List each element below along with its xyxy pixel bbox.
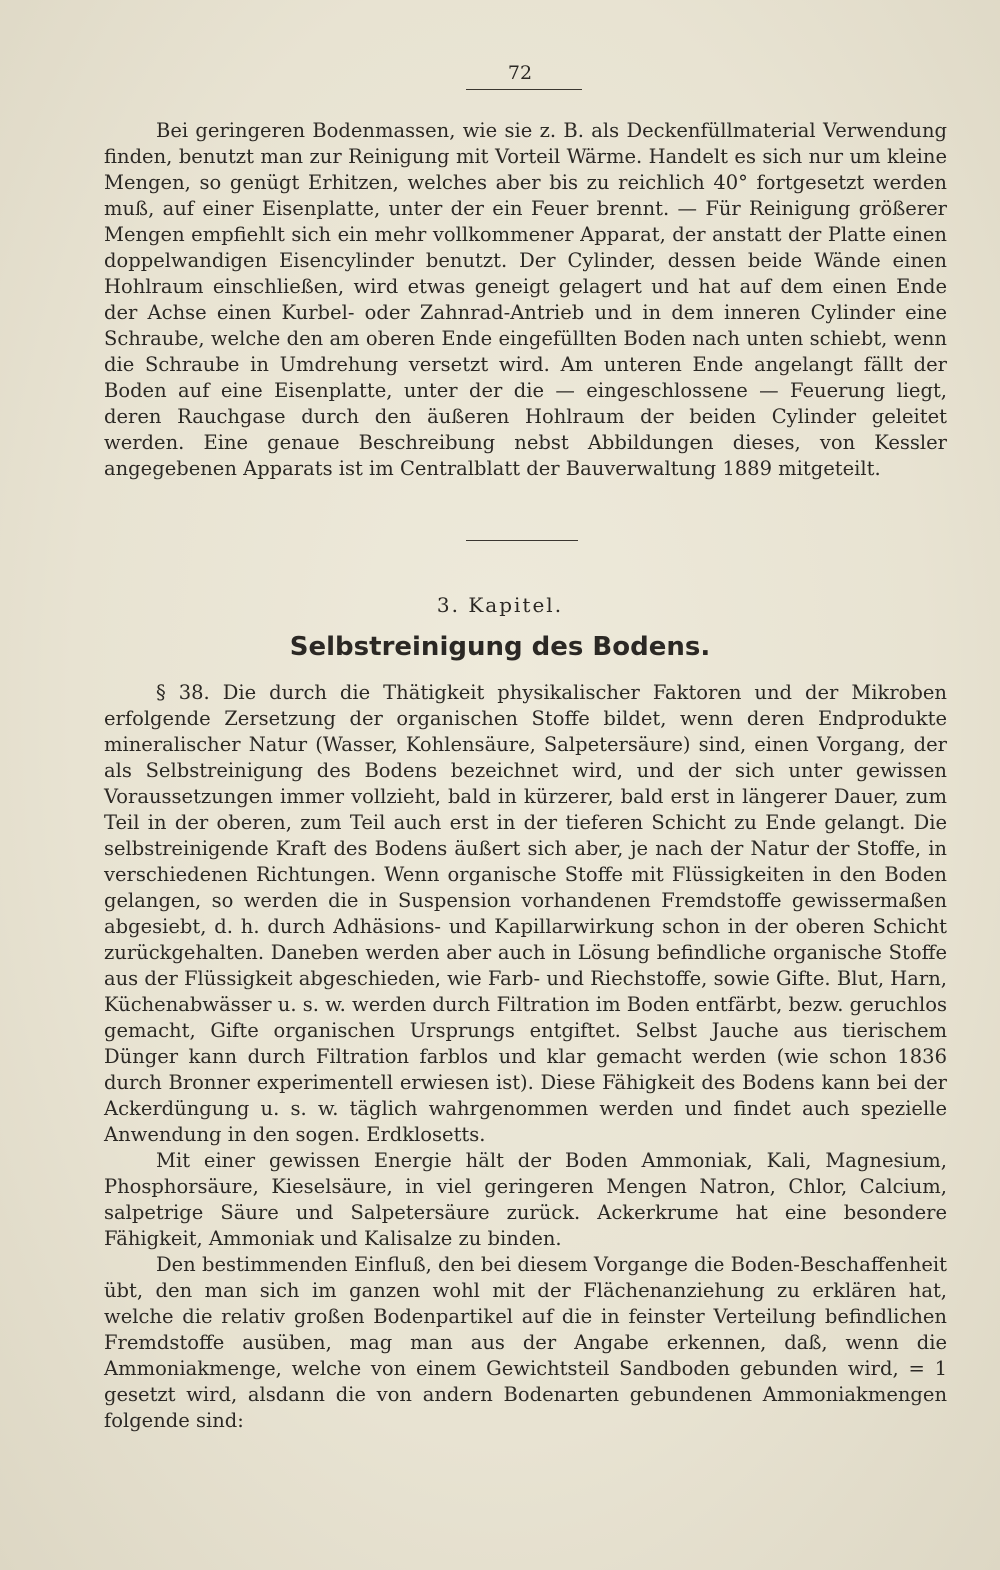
text-block-chapter xyxy=(104,680,947,1434)
section-separator-rule xyxy=(466,540,578,541)
paragraph-2: § 38. Die durch die Thätigkeit physikalischer Faktoren und der Mikroben erfolgende Zersetzung der organischen Stoffe bildet, wenn deren Endprodukte mineralischer Natur (Wasser, Kohlensäure, Salpetersäure) sind, einen Vorgang, der als Selbstreinigung des Bodens bezeichnet wird, und der sich unter gewissen Voraussetzungen immer vollzieht, bald in kürzerer, bald erst in längerer Dauer, zum Teil in der oberen, zum Teil auch erst in der tieferen Schicht zu Ende gelangt. Die selbstreinigende Kraft des Bodens äußert sich aber, je nach der Natur der Stoffe, in verschiedenen Richtungen. Wenn organische Stoffe mit Flüssigkeiten in den Boden gelangen, so werden die in Suspension vorhandenen Fremdstoffe gewissermaßen abgesiebt, d. h. durch Adhäsions- und Kapillarwirkung schon in der oberen Schicht zurückgehalten. Daneben werden aber auch in Lösung befindliche organische Stoffe aus der Flüssigkeit abgeschieden, wie Farb- und Riechstoffe, sowie Gifte. Blut, Harn, Küchenabwässer u. s. w. werden durch Filtration im Boden entfärbt, bezw. geruchlos gemacht, Gifte organischen Ursprungs entgiftet. Selbst Jauche aus tierischem Dünger kann durch Filtration farblos und klar gemacht werden (wie schon 1836 durch Bronner experimentell erwiesen ist). Diese Fähigkeit des Bodens kann bei der Ackerdüngung u. s. w. täglich wahrgenommen werden und findet auch spezielle Anwendung in den sogen. Erdklosetts. xyxy=(104,681,947,1146)
paragraph-3: Mit einer gewissen Energie hält der Boden Ammoniak, Kali, Magnesium, Phosphorsäure, Kieselsäure, in viel geringeren Mengen Natron, Chlor, Calcium, salpetrige Säure und Salpetersäure zurück. Ackerkrume hat eine besondere Fähigkeit, Ammoniak und Kalisalze zu binden. xyxy=(104,1149,947,1250)
text-block-top xyxy=(104,118,947,482)
page-number: 72 xyxy=(507,62,533,84)
page-number-rule xyxy=(466,89,582,90)
chapter-title: Selbstreinigung des Bodens. xyxy=(289,632,711,662)
paragraph-1: Bei geringeren Bodenmassen, wie sie z. B. als Deckenfüllmaterial Verwendung finden, benutzt man zur Reinigung mit Vorteil Wärme. Handelt es sich nur um kleine Mengen, so genügt Erhitzen, welches aber bis zu reichlich 40° fortgesetzt werden muß, auf einer Eisenplatte, unter der ein Feuer brennt. — Für Reinigung größerer Mengen empfiehlt sich ein mehr vollkommener Apparat, der anstatt der Platte einen doppelwandigen Eisencylinder benutzt. Der Cylinder, dessen beide Wände einen Hohlraum einschließen, wird etwas geneigt gelagert und hat auf dem einen Ende der Achse einen Kurbel- oder Zahnrad-Antrieb und in dem inneren Cylinder eine Schraube, welche den am oberen Ende eingefüllten Boden nach unten schiebt, wenn die Schraube in Umdrehung versetzt wird. Am unteren Ende angelangt fällt der Boden auf eine Eisenplatte, unter der die — eingeschlossene — Feuerung liegt, deren Rauchgase durch den äußeren Hohlraum der beiden Cylinder geleitet werden. Eine genaue Beschreibung nebst Abbildungen dieses, von Kessler angegebenen Apparats ist im Centralblatt der Bauverwaltung 1889 mitgeteilt. xyxy=(104,119,947,480)
chapter-label: 3. Kapitel. xyxy=(436,593,564,617)
paragraph-4: Den bestimmenden Einfluß, den bei diesem Vorgange die Boden-Beschaffenheit übt, den man sich im ganzen wohl mit der Flächenanziehung zu erklären hat, welche die relativ großen Bodenpartikel auf die in feinster Verteilung befindlichen Fremdstoffe ausüben, mag man aus der Angabe erkennen, daß, wenn die Ammoniakmenge, welche von einem Gewichtsteil Sandboden gebunden wird, = 1 gesetzt wird, alsdann die von andern Bodenarten gebundenen Ammoniakmengen folgende sind: xyxy=(104,1253,947,1432)
